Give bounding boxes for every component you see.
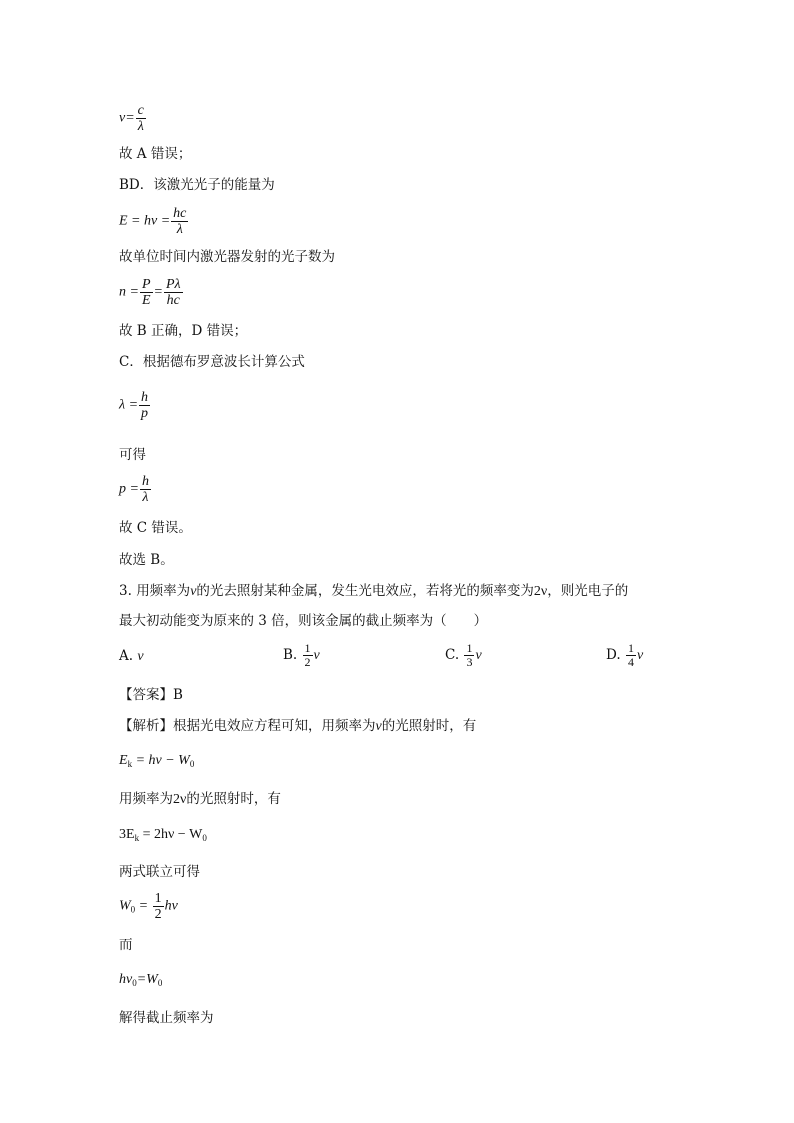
analysis-line [119, 717, 476, 736]
option-symbol: ν [313, 648, 320, 663]
formula-lhs: E = hν = [119, 213, 171, 229]
option-symbol: ν [475, 648, 482, 663]
text-choose-b: 故选 B。 [119, 552, 174, 568]
eq-symbol: 3E [119, 827, 135, 842]
question-text: 用频率为 [136, 583, 191, 599]
equation-kinetic-energy-2 [119, 826, 207, 847]
denominator: λ [176, 222, 183, 237]
equals-sign: = [153, 284, 163, 300]
denominator: p [141, 406, 149, 421]
formula-photon-number [119, 277, 184, 308]
formula-lhs: p = [119, 481, 139, 497]
option-symbol: ν [137, 649, 144, 664]
question-text: 的光去照射某种金属，发生光电效应，若将光的频率变为 [196, 583, 534, 599]
equation-work-function [119, 891, 178, 922]
eq-symbol: E [119, 753, 128, 768]
subscript: 0 [132, 978, 137, 988]
subscript: 0 [202, 833, 207, 843]
fraction [626, 642, 636, 669]
answer-line: 【答案】B [119, 687, 183, 703]
equation-kinetic-energy-1 [119, 752, 194, 773]
denominator: 2 [154, 907, 162, 922]
fraction [153, 891, 164, 922]
subscript: k [127, 759, 133, 769]
symbol-2nu: 2ν [173, 792, 187, 807]
question-line-2: 最大初动能变为原来的 3 倍，则该金属的截止频率为（ ） [119, 613, 488, 629]
fraction [136, 103, 146, 134]
denominator: hc [166, 293, 180, 308]
numerator: 1 [154, 891, 162, 906]
numerator: 1 [627, 641, 634, 655]
body-text: 用频率为 [119, 791, 173, 807]
numerator: 1 [466, 641, 473, 655]
fraction [140, 277, 153, 308]
eq-rhs: = hν − W [135, 753, 190, 768]
equation-threshold [119, 971, 162, 992]
subscript: 0 [157, 978, 163, 988]
option-c[interactable] [445, 642, 482, 669]
denominator: λ [137, 119, 144, 134]
fraction [139, 390, 150, 421]
question-line-1 [119, 582, 628, 601]
formula-frequency [119, 103, 147, 134]
formula-lhs: n = [119, 284, 139, 300]
text-solve: 解得截止频率为 [119, 1010, 214, 1026]
symbol-nu: ν [375, 719, 382, 734]
text-and: 而 [119, 937, 133, 953]
text-a-wrong: 故 A 错误； [119, 146, 192, 162]
analysis-text: 【解析】根据光电效应方程可知，用频率为 [119, 718, 376, 734]
formula-lhs: λ = [119, 397, 139, 413]
text-2nu-line [119, 790, 281, 809]
question-number: 3. [119, 583, 132, 599]
formula-lhs: ν= [119, 110, 135, 126]
text-obtain: 可得 [119, 447, 146, 463]
body-text: 的光照射时，有 [186, 791, 281, 807]
fraction [140, 474, 151, 505]
formula-de-broglie [119, 390, 151, 421]
numerator: 1 [304, 641, 311, 655]
denominator: 2 [304, 655, 311, 669]
denominator: λ [142, 490, 149, 505]
option-label: A. [119, 648, 134, 664]
subscript: 0 [189, 759, 195, 769]
symbol-2nu: 2ν [533, 584, 548, 599]
text-photon-count: 故单位时间内激光器发射的光子数为 [119, 249, 335, 265]
text-bd-intro: BD．该激光光子的能量为 [119, 177, 275, 193]
eq-symbol: hν [119, 972, 133, 987]
option-a[interactable] [119, 648, 144, 665]
text-c-wrong: 故 C 错误。 [119, 520, 192, 536]
subscript: k [134, 833, 140, 843]
eq-rhs: hν [164, 898, 178, 914]
numerator: c [137, 103, 144, 118]
equals-sign: = [138, 898, 149, 914]
subscript: 0 [130, 904, 136, 915]
option-label: D. [606, 647, 621, 663]
option-label: C. [445, 647, 460, 663]
denominator: 3 [466, 655, 473, 669]
fraction [303, 642, 313, 669]
eq-rhs: =W [136, 972, 158, 987]
eq-rhs: = 2hν − W [142, 827, 203, 842]
symbol-nu: ν [190, 584, 197, 599]
option-b[interactable] [283, 642, 320, 669]
option-label: B. [283, 647, 298, 663]
numerator: hc [173, 206, 187, 221]
numerator: Pλ [165, 277, 181, 292]
text-b-right-d-wrong: 故 B 正确，D 错误； [119, 323, 248, 339]
option-symbol: ν [636, 648, 644, 663]
fraction [164, 277, 183, 308]
denominator: E [141, 293, 151, 308]
numerator: P [141, 277, 151, 292]
fraction [464, 642, 474, 669]
analysis-text: 的光照射时，有 [381, 718, 477, 734]
formula-momentum [119, 474, 152, 505]
fraction [171, 206, 188, 237]
denominator: 4 [627, 655, 634, 669]
text-c-intro: C．根据德布罗意波长计算公式 [119, 354, 305, 370]
text-combine: 两式联立可得 [119, 864, 200, 880]
question-text: ，则光电子的 [547, 583, 629, 599]
formula-photon-energy [119, 206, 189, 237]
numerator: h [141, 390, 149, 405]
option-d[interactable] [606, 642, 643, 669]
eq-symbol: W [119, 898, 131, 914]
numerator: h [141, 474, 149, 489]
